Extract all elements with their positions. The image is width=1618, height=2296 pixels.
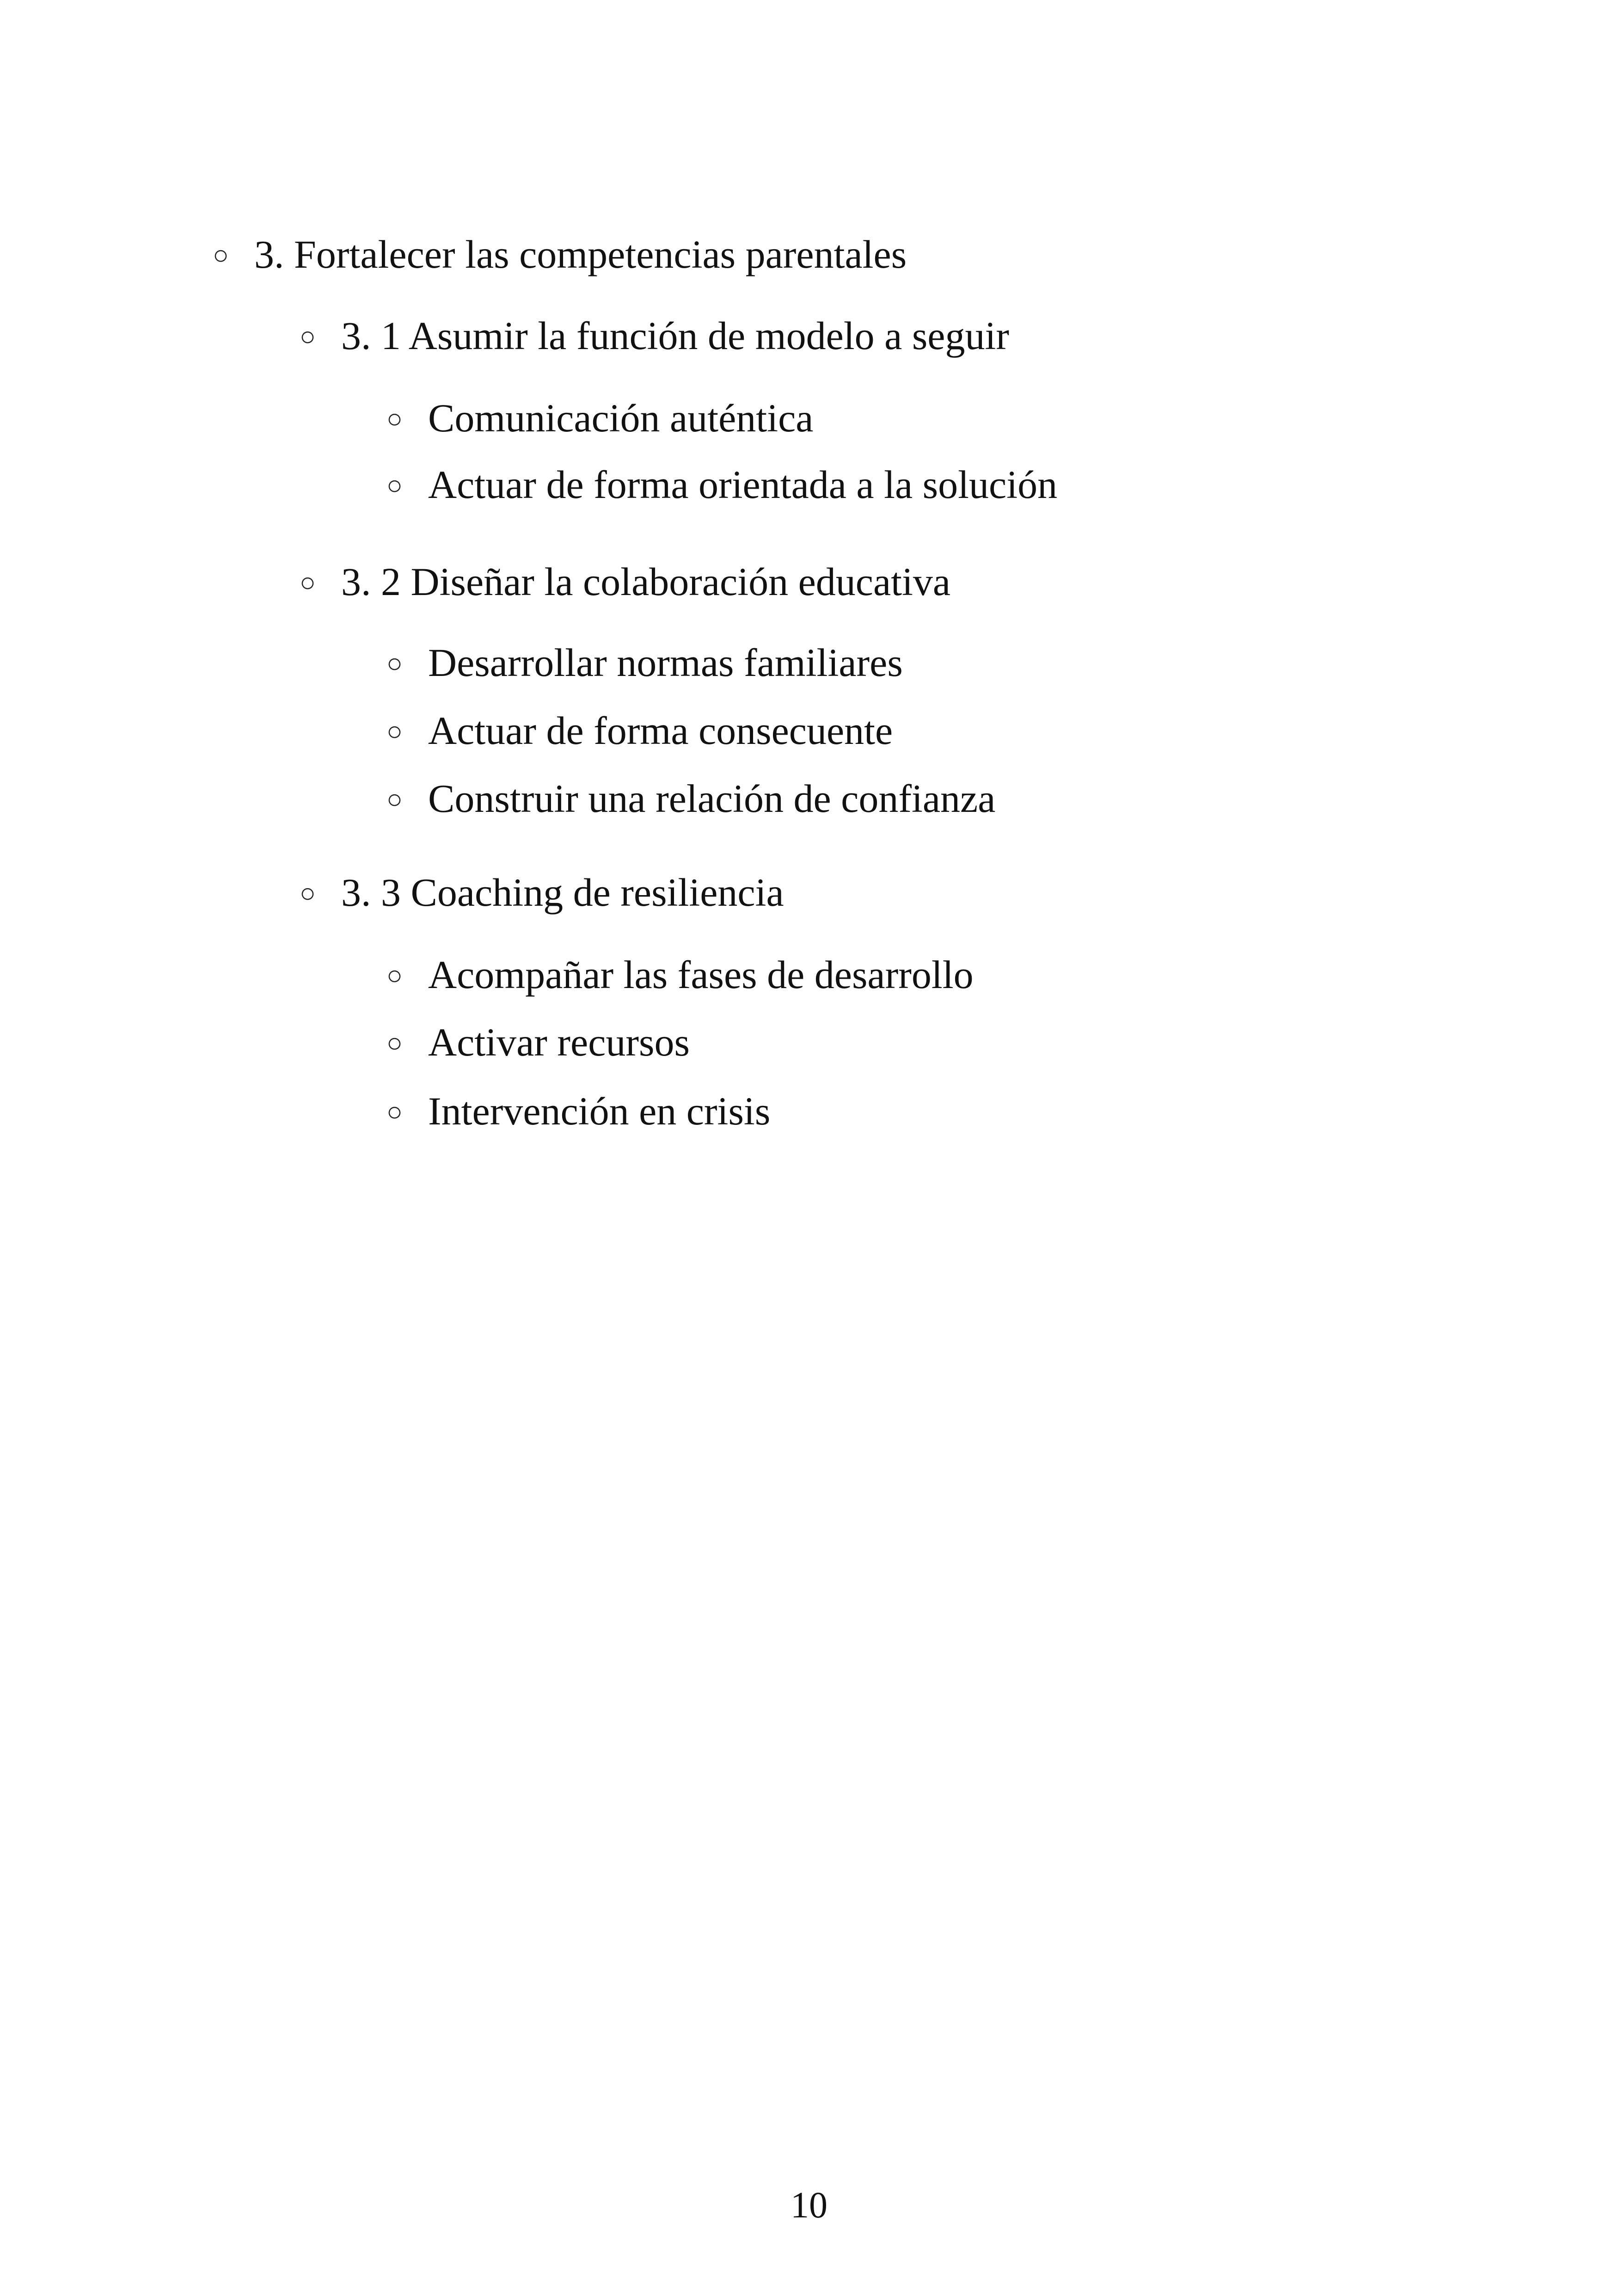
list-item — [386, 461, 1057, 509]
list-item — [386, 1019, 690, 1066]
section-heading-text: 3. 2 Diseñar la colaboración educativa — [341, 559, 951, 604]
circle-bullet-icon — [213, 232, 254, 278]
circle-bullet-icon — [386, 952, 428, 999]
list-item — [386, 952, 974, 999]
list-item — [386, 639, 903, 687]
list-item — [386, 707, 893, 755]
list-item — [386, 1088, 770, 1135]
list-item-text: Acompañar las fases de desarrollo — [428, 952, 974, 997]
list-item-text: Actuar de forma orientada a la solución — [428, 462, 1058, 507]
list-item-text: Desarrollar normas familiares — [428, 640, 903, 685]
section-heading — [300, 869, 784, 916]
page-number: 10 — [791, 2185, 827, 2226]
list-item — [386, 395, 813, 442]
circle-bullet-icon — [386, 776, 428, 823]
list-item-text: Actuar de forma consecuente — [428, 708, 893, 753]
outline-title — [213, 231, 907, 278]
circle-bullet-icon — [386, 396, 428, 442]
section-heading-text: 3. 3 Coaching de resiliencia — [341, 870, 784, 915]
section-heading — [300, 559, 950, 606]
list-item-text: Comunicación auténtica — [428, 396, 814, 440]
list-item — [386, 775, 995, 823]
circle-bullet-icon — [386, 640, 428, 687]
list-item-text: Construir una relación de confianza — [428, 776, 996, 821]
list-item-text: Intervención en crisis — [428, 1089, 771, 1133]
circle-bullet-icon — [386, 708, 428, 755]
circle-bullet-icon — [386, 1089, 428, 1135]
section-heading — [300, 313, 1009, 360]
outline-title-text: 3. Fortalecer las competencias parentales — [254, 232, 907, 276]
list-item-text: Activar recursos — [428, 1020, 690, 1064]
circle-bullet-icon — [386, 462, 428, 509]
circle-bullet-icon — [300, 870, 341, 916]
circle-bullet-icon — [386, 1020, 428, 1066]
section-heading-text: 3. 1 Asumir la función de modelo a seguir — [341, 313, 1009, 358]
circle-bullet-icon — [300, 313, 341, 360]
circle-bullet-icon — [300, 559, 341, 606]
